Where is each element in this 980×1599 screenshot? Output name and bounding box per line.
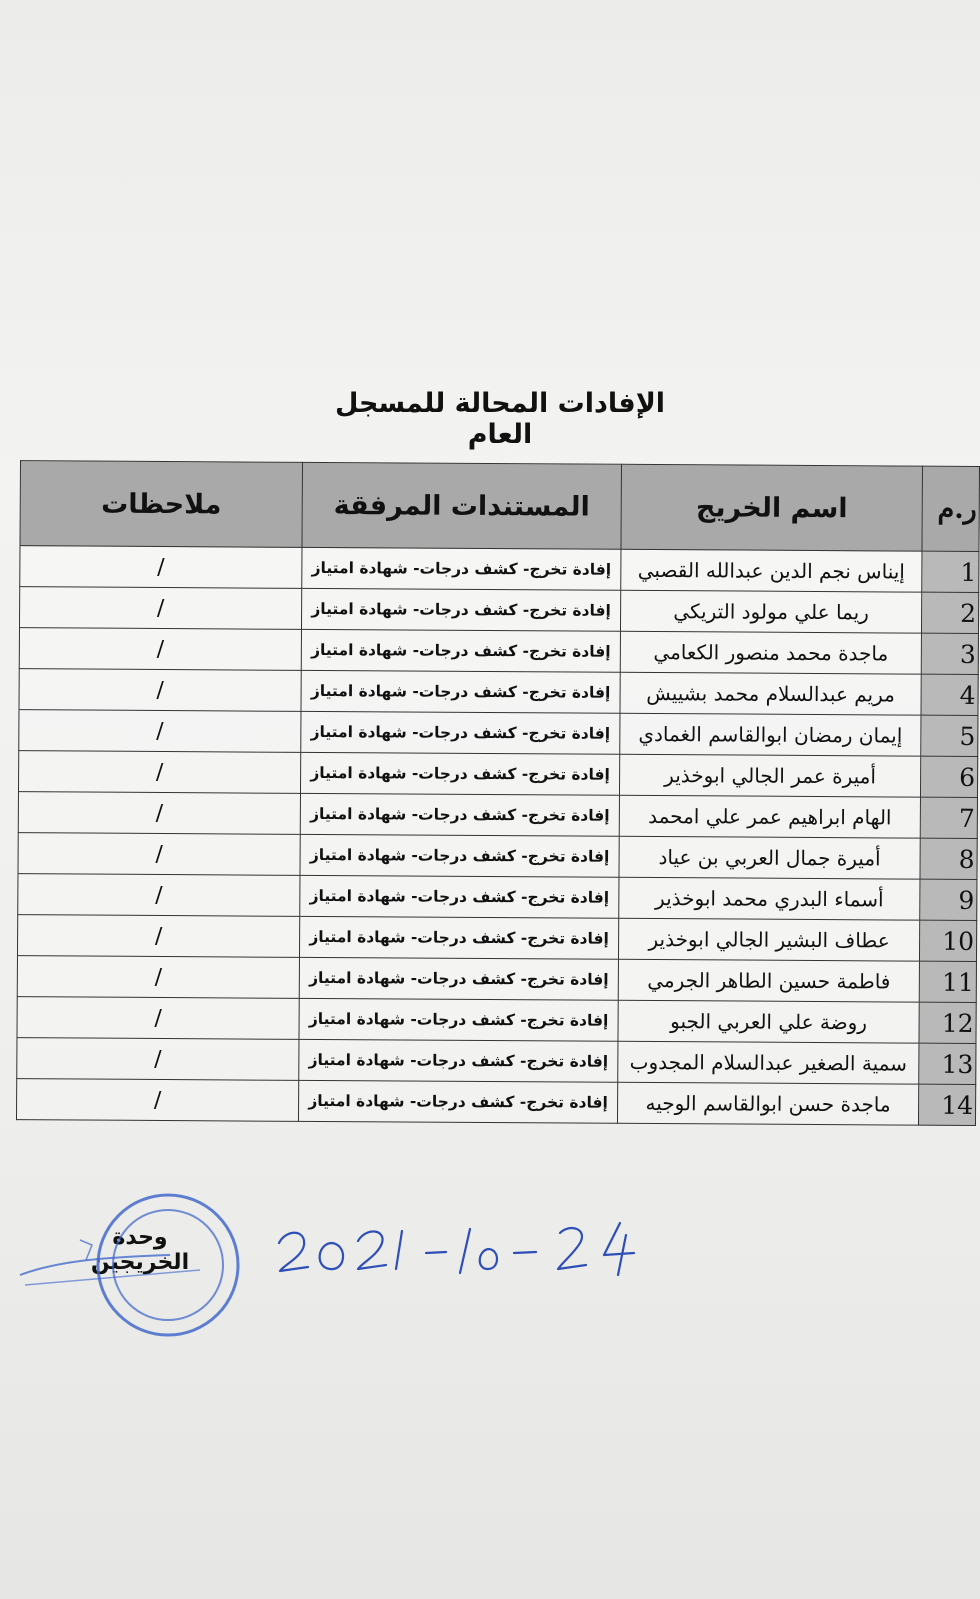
row-number: 1 xyxy=(922,551,979,592)
row-number: 6 xyxy=(920,756,977,797)
row-number: 11 xyxy=(919,961,976,1002)
header-name: اسم الخريج xyxy=(621,464,923,551)
graduate-name: مريم عبدالسلام محمد بشييش xyxy=(620,672,921,715)
graduate-name: ماجدة حسن ابوالقاسم الوجيه xyxy=(617,1082,918,1125)
attached-documents: إفادة تخرج- كشف درجات- شهادة امتياز xyxy=(299,957,618,1000)
row-notes: / xyxy=(17,1038,299,1081)
table-row xyxy=(17,997,976,1044)
attached-documents: إفادة تخرج- كشف درجات- شهادة امتياز xyxy=(301,670,620,713)
row-notes: / xyxy=(20,546,302,589)
attached-documents: إفادة تخرج- كشف درجات- شهادة امتياز xyxy=(301,629,620,672)
header-notes: ملاحظات xyxy=(20,461,303,548)
header-number: ر.م xyxy=(922,466,980,551)
row-number: 5 xyxy=(921,715,978,756)
row-notes: / xyxy=(19,587,301,630)
attached-documents: إفادة تخرج- كشف درجات- شهادة امتياز xyxy=(299,998,618,1041)
row-notes: / xyxy=(17,915,299,958)
row-number: 9 xyxy=(920,879,977,920)
table-row xyxy=(18,751,977,798)
row-notes: / xyxy=(18,833,300,876)
row-number: 8 xyxy=(920,838,977,879)
row-number: 3 xyxy=(921,633,978,674)
row-notes: / xyxy=(17,956,299,999)
graduate-name: سمية الصغير عبدالسلام المجدوب xyxy=(618,1041,919,1084)
table-row xyxy=(19,669,978,716)
row-number: 12 xyxy=(919,1002,976,1043)
header-documents: المستندات المرفقة xyxy=(302,462,622,549)
row-notes: / xyxy=(16,1079,298,1122)
row-number: 2 xyxy=(921,592,978,633)
graduate-name: فاطمة حسين الطاهر الجرمي xyxy=(618,959,919,1002)
row-number: 14 xyxy=(918,1084,975,1125)
document-title: الإفادات المحالة للمسجل العام xyxy=(334,388,666,450)
graduate-name: إيمان رمضان ابوالقاسم الغمادي xyxy=(620,713,921,756)
unit-label: وحدة الخريجين xyxy=(90,1225,190,1275)
row-notes: / xyxy=(19,669,301,712)
row-number: 10 xyxy=(919,920,976,961)
table-row xyxy=(19,628,978,675)
table-body xyxy=(16,546,978,1126)
row-number: 7 xyxy=(920,797,977,838)
row-notes: / xyxy=(18,792,300,835)
attached-documents: إفادة تخرج- كشف درجات- شهادة امتياز xyxy=(300,834,619,877)
attached-documents: إفادة تخرج- كشف درجات- شهادة امتياز xyxy=(300,793,619,836)
attached-documents: إفادة تخرج- كشف درجات- شهادة امتياز xyxy=(298,1080,617,1123)
graduate-name: أميرة عمر الجالي ابوخذير xyxy=(619,754,920,797)
row-number: 13 xyxy=(919,1043,976,1084)
table-row xyxy=(18,874,977,921)
attached-documents: إفادة تخرج- كشف درجات- شهادة امتياز xyxy=(301,588,620,631)
table-row xyxy=(17,915,976,962)
table-row xyxy=(17,1038,976,1085)
attached-documents: إفادة تخرج- كشف درجات- شهادة امتياز xyxy=(300,752,619,795)
table-row xyxy=(17,956,976,1003)
graduate-name: ماجدة محمد منصور الكعامي xyxy=(620,631,921,674)
graduate-name: إيناس نجم الدين عبدالله القصبي xyxy=(621,549,922,592)
graduate-name: ريما علي مولود التريكي xyxy=(620,590,921,633)
row-notes: / xyxy=(17,997,299,1040)
attached-documents: إفادة تخرج- كشف درجات- شهادة امتياز xyxy=(301,711,620,754)
official-stamp xyxy=(20,1185,255,1375)
row-notes: / xyxy=(18,751,300,794)
table-row xyxy=(18,792,977,839)
table-row xyxy=(20,546,979,593)
attached-documents: إفادة تخرج- كشف درجات- شهادة امتياز xyxy=(299,916,618,959)
attached-documents: إفادة تخرج- كشف درجات- شهادة امتياز xyxy=(300,875,619,918)
graduate-name: روضة علي العربي الجبو xyxy=(618,1000,919,1043)
table-row xyxy=(19,587,978,634)
table-header-row xyxy=(20,461,980,552)
graduate-name: عطاف البشير الجالي ابوخذير xyxy=(618,918,919,961)
attached-documents: إفادة تخرج- كشف درجات- شهادة امتياز xyxy=(299,1039,618,1082)
table-row xyxy=(18,833,977,880)
table-row xyxy=(16,1079,975,1126)
row-notes: / xyxy=(18,874,300,917)
row-notes: / xyxy=(19,628,301,671)
graduate-name: أسماء البدري محمد ابوخذير xyxy=(619,877,920,920)
row-notes: / xyxy=(19,710,301,753)
attached-documents: إفادة تخرج- كشف درجات- شهادة امتياز xyxy=(302,547,621,590)
graduates-table xyxy=(16,460,980,1126)
handwritten-date xyxy=(274,1215,654,1295)
row-number: 4 xyxy=(921,674,978,715)
graduate-name: الهام ابراهيم عمر علي امحمد xyxy=(619,795,920,838)
graduate-name: أميرة جمال العربي بن عياد xyxy=(619,836,920,879)
table-row xyxy=(19,710,978,757)
